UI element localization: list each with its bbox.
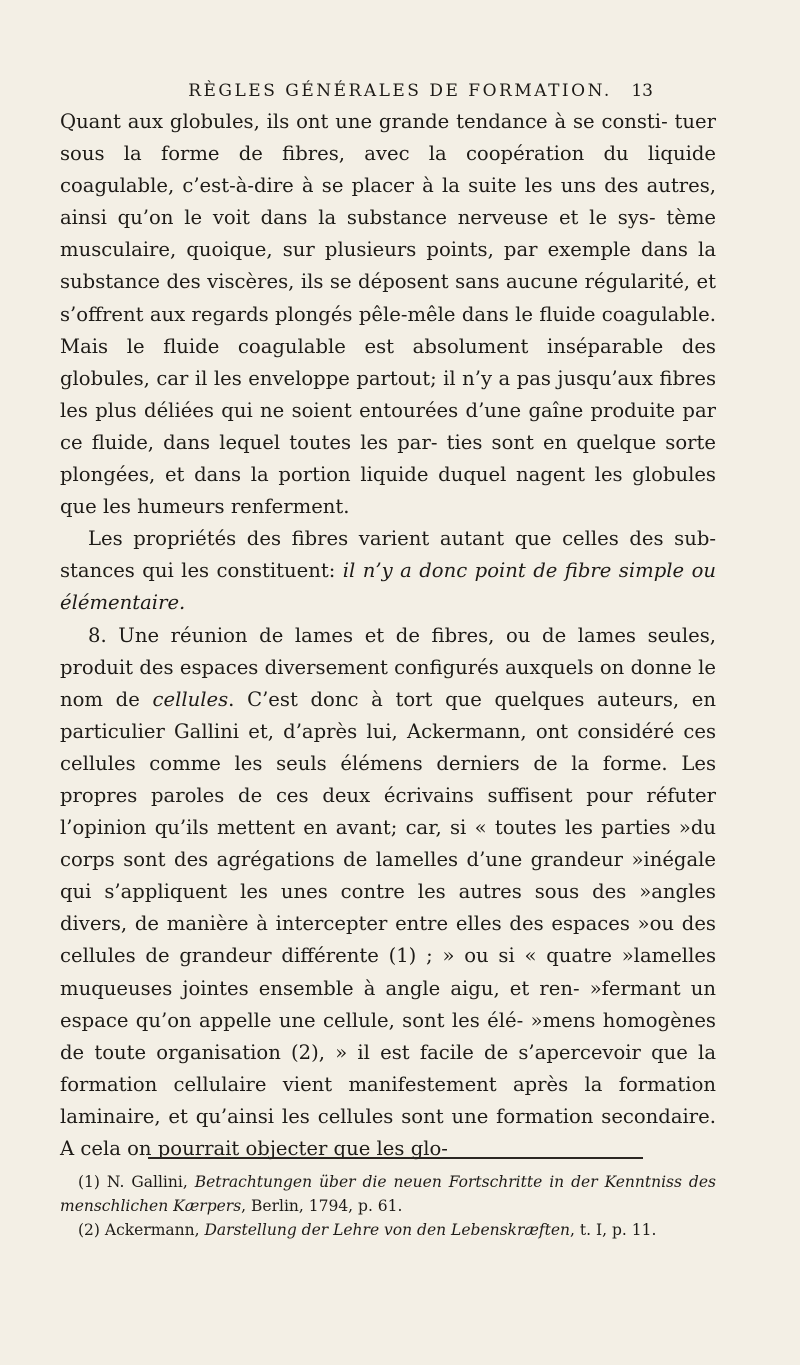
footnote-1-rest: , Berlin, 1794, p. 61. — [241, 1197, 403, 1215]
footnote-1-lead: (1) N. Gallini, — [78, 1173, 195, 1191]
footnote-2-rest: , t. I, p. 11. — [570, 1221, 657, 1239]
footnote-1-title: Betrachtungen über die neuen Fortschritte in der Kenntniss des menschlichen Kærpers — [60, 1173, 716, 1215]
footnote-1 — [60, 1170, 716, 1218]
paragraph-2-emphasis: il n’y a donc point de fibre simple ou élémentaire. — [60, 559, 716, 615]
footnote-2 — [60, 1218, 716, 1242]
running-head — [0, 76, 800, 106]
paragraph-2 — [60, 523, 716, 619]
page-number: 13 — [631, 81, 653, 101]
paragraph-1: Quant aux globules, ils ont une grande tendance à se consti- tuer sous la forme de fibres, avec la coopération du liquide coagulable, c’est-à-dire à se placer à la suite les uns des autres, ainsi qu’on le voit dans la substance nerveuse et le sys- tème musculaire, quoique, sur plusieurs points, par exemple dans la substance des viscères, ils se déposent sans aucune régularité, et s’offrent aux regards plongés pêle-mêle dans le fluide coagulable. Mais le fluide coagulable est absolument inséparable des globules, car il les enveloppe partout; il n’y a pas jusqu’aux fibres les plus déliées qui ne soient entourées d’une gaîne produite par ce fluide, dans lequel toutes les par- ties sont en quelque sorte plongées, et dans la portion liquide duquel nagent les globules que les humeurs renferment. — [60, 110, 716, 519]
term-cellules: cellules — [152, 687, 229, 711]
paragraph-3-lead: 8. Une réunion de lames et de fibres, ou de lames seules, produit des espaces diversement configurés auxquels on donne le nom de — [60, 623, 716, 711]
footnote-2-lead: (2) Ackermann, — [78, 1221, 205, 1239]
paragraph-3-rest: . C’est donc à tort que quelques auteurs, en particulier Gallini et, d’après lui, Ackermann, ont considéré ces cellules comme les seuls élémens derniers de la forme. Les propres paroles de ces deux écrivains suffisent pour réfuter l’opinion qu’ils mettent en avant; car, si « toutes les parties »du corps sont des agrégations de lamelles d’une grandeur »inégale qui s’appliquent les unes contre les autres sous des »angles divers, de manière à intercepter entre elles des espaces »ou des cellules de grandeur différente (1) ; » ou si « quatre »lamelles muqueuses jointes ensemble à angle aigu, et ren- »fermant un espace qu’on appelle une cellule, sont les élé- »mens homogènes de toute organisation (2), » il est facile de s’apercevoir que la formation cellulaire vient manifestement après la formation laminaire, et qu’ainsi les cellules sont une formation secondaire. A cela on pourrait objecter que les glo- — [60, 687, 717, 1160]
paragraph-2-text: Les propriétés des fibres varient autant que celles des sub- stances qui les constituent: — [60, 527, 716, 583]
footnote-divider — [148, 1157, 643, 1159]
main-text — [60, 106, 716, 1165]
paragraph-3 — [60, 620, 716, 1166]
footnote-2-title: Darstellung der Lehre von den Lebenskræften — [204, 1221, 571, 1239]
footnotes — [60, 1170, 716, 1242]
running-title: RÈGLES GÉNÉRALES DE FORMATION. — [188, 81, 612, 101]
